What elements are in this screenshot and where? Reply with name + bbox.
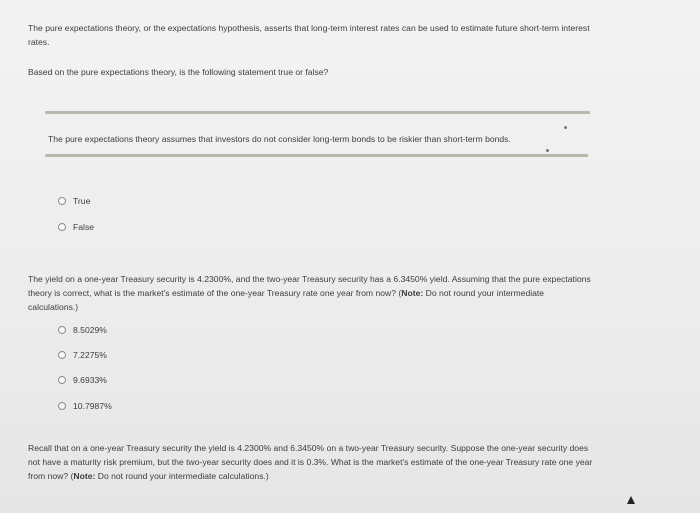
question2-line-2 — [28, 286, 692, 300]
statement-top-rule — [45, 111, 590, 114]
question2-line-1: The yield on a one-year Treasury security is 4.2300%, and the two-year Treasury security has a 6.3450% yield. Assuming that the pure expectations — [28, 274, 591, 284]
mouse-cursor-icon — [627, 496, 635, 504]
question1-prompt: Based on the pure expectations theory, is the following statement true or false? — [28, 67, 329, 77]
question3-prompt — [28, 441, 692, 483]
question3-line-1: Recall that on a one-year Treasury security the yield is 4.2300% and 6.3450% on a two-year Treasury security. Suppose the one-year security does — [28, 443, 589, 453]
option-label: 8.5029% — [73, 325, 107, 335]
question3-line-3a: from now? ( — [28, 471, 74, 481]
question2-line-3: calculations.) — [28, 302, 79, 312]
radio-button[interactable] — [58, 376, 66, 384]
radio-button[interactable] — [58, 351, 66, 359]
decorative-dot — [546, 149, 549, 152]
decorative-dot — [564, 126, 567, 129]
note-label: Note: — [73, 471, 96, 481]
intro-line-2: rates. — [28, 37, 50, 47]
intro-paragraph — [28, 21, 696, 49]
question3-line-2: not have a maturity risk premium, but the two-year security does and it is 0.3%. What is the market's estimate of the one-year Treasury rate one year — [28, 457, 593, 467]
option-d[interactable] — [58, 401, 112, 411]
option-label: True — [73, 196, 91, 206]
option-label: False — [73, 222, 95, 232]
question3-line-3 — [28, 469, 692, 483]
statement-bottom-rule — [45, 154, 588, 157]
option-c[interactable] — [58, 375, 107, 385]
radio-button[interactable] — [58, 223, 66, 231]
option-b[interactable] — [58, 350, 107, 360]
option-label: 9.6933% — [73, 375, 107, 385]
option-label: 7.2275% — [73, 350, 107, 360]
option-true[interactable] — [58, 196, 90, 206]
note-label: Note: — [401, 288, 424, 298]
option-a[interactable] — [58, 325, 107, 335]
radio-button[interactable] — [58, 402, 66, 410]
radio-button[interactable] — [58, 326, 66, 334]
question3-line-3b: Do not round your intermediate calculations.) — [95, 471, 269, 481]
radio-button[interactable] — [58, 197, 66, 205]
question2-line-2a: theory is correct, what is the market's estimate of the one-year Treasury rate one year from now? ( — [28, 288, 402, 298]
option-false[interactable] — [58, 222, 94, 232]
question2-line-2b: Do not round your intermediate — [423, 288, 545, 298]
intro-line-1: The pure expectations theory, or the expectations hypothesis, asserts that long-term interest rates can be used to estimate future short-term interest — [28, 23, 590, 33]
question2-prompt — [28, 272, 692, 314]
option-label: 10.7987% — [73, 401, 112, 411]
question1-statement: The pure expectations theory assumes that investors do not consider long-term bonds to be riskier than short-term bonds. — [48, 134, 511, 144]
